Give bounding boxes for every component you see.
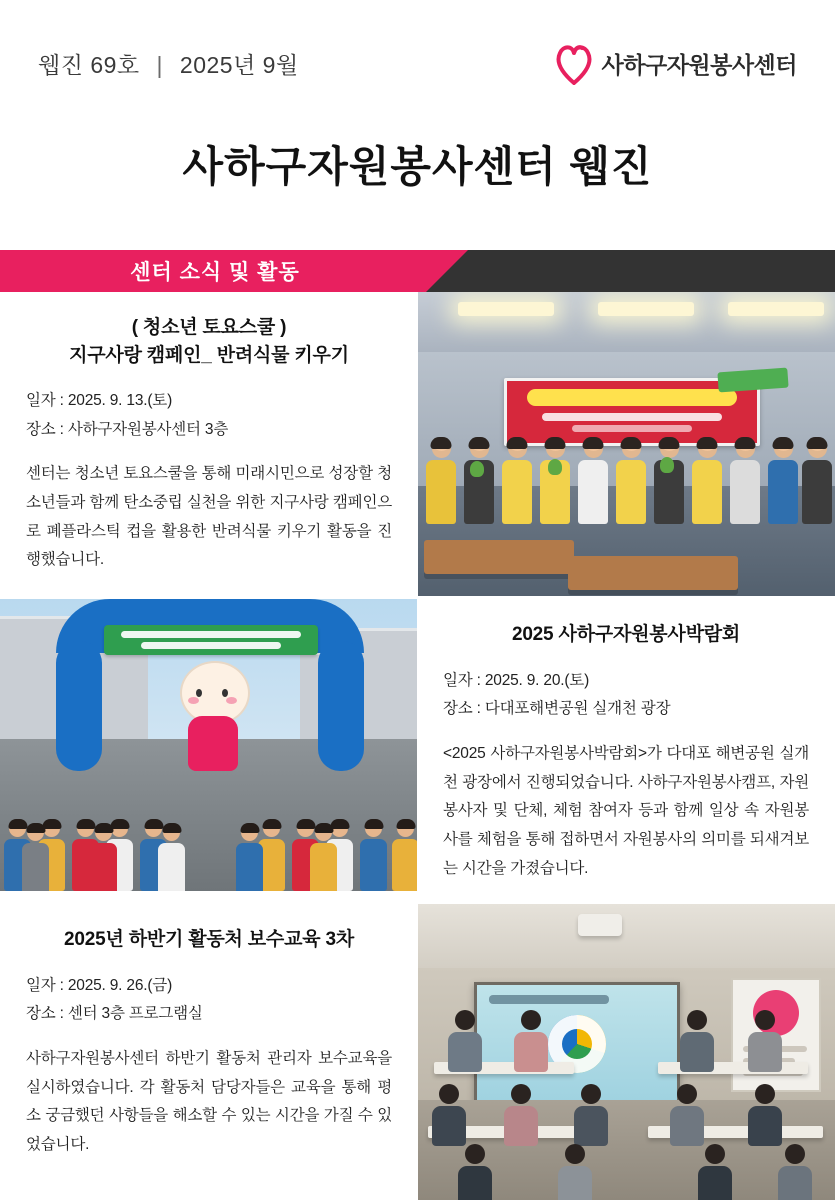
article-3-text — [0, 904, 418, 1200]
heart-logo-icon — [554, 41, 594, 85]
article-1-photo — [418, 292, 835, 596]
section-banner — [0, 250, 835, 292]
article-2-photo — [0, 599, 417, 891]
article-2-date: 일자 : 2025. 9. 20.(토) — [443, 671, 590, 689]
article-2-title — [443, 621, 809, 649]
article-1-title-line1: ( 청소년 토요스쿨 ) — [131, 317, 287, 338]
article-3-date: 일자 : 2025. 9. 26.(금) — [26, 976, 173, 994]
article-2-body: <2025 사하구자원봉사박람회>가 다대포 해변공원 실개천 광장에서 진행되었습니다. 사하구자원봉사캠프, 자원봉사자 및 단체, 체험 참여자 등과 함께 일상 속 자원봉사를 체험을 통해 접하면서 자원봉사의 의미를 되새겨보는 시간을 가졌습니다. — [443, 744, 809, 877]
article-3-place: 장소 : 센터 3층 프로그램실 — [26, 1005, 203, 1023]
article-3 — [0, 904, 835, 1200]
article-1-title — [26, 314, 392, 369]
article-2-title-line1: 2025 사하구자원봉사박람회 — [511, 624, 741, 645]
article-1-place: 장소 : 사하구자원봉사센터 3층 — [26, 420, 229, 438]
article-2-place: 장소 : 다대포해변공원 실개천 광장 — [443, 700, 671, 718]
article-3-title-line1: 2025년 하반기 활동처 보수교육 3차 — [64, 929, 354, 951]
issue-number: 웹진 69호 — [38, 51, 140, 78]
article-3-title — [26, 926, 392, 954]
issue-separator: | — [156, 51, 164, 78]
article-2-text — [417, 599, 835, 901]
brand-logo — [554, 41, 797, 85]
article-1 — [0, 292, 835, 596]
section-banner-label: 센터 소식 및 활동 — [130, 261, 300, 284]
issue-line — [38, 47, 299, 80]
issue-date: 2025년 9월 — [179, 51, 299, 78]
page-header — [0, 0, 835, 96]
article-3-body: 사하구자원봉사센터 하반기 활동처 관리자 보수교육을 실시하였습니다. 각 활동처 담당자들은 교육을 통해 평소 궁금했던 사항들을 해소할 수 있는 시간을 가질 수 있었습니다. — [26, 1050, 392, 1154]
article-2 — [0, 599, 835, 901]
brand-name: 사하구자원봉사센터 — [601, 51, 797, 78]
article-1-date: 일자 : 2025. 9. 13.(토) — [26, 392, 173, 410]
article-1-title-line2: 지구사랑 캠페인_ 반려식물 키우기 — [69, 344, 349, 366]
article-1-body: 센터는 청소년 토요스쿨을 통해 미래시민으로 성장할 청소년들과 함께 탄소중립 실천을 위한 지구사랑 캠페인으로 폐플라스틱 컵을 활용한 반려식물 키우기 활동을 진행했습니다. — [26, 465, 392, 569]
page-title: 사하구자원봉사센터 웹진 — [182, 143, 653, 190]
article-3-photo — [418, 904, 835, 1200]
article-1-text — [0, 292, 418, 596]
